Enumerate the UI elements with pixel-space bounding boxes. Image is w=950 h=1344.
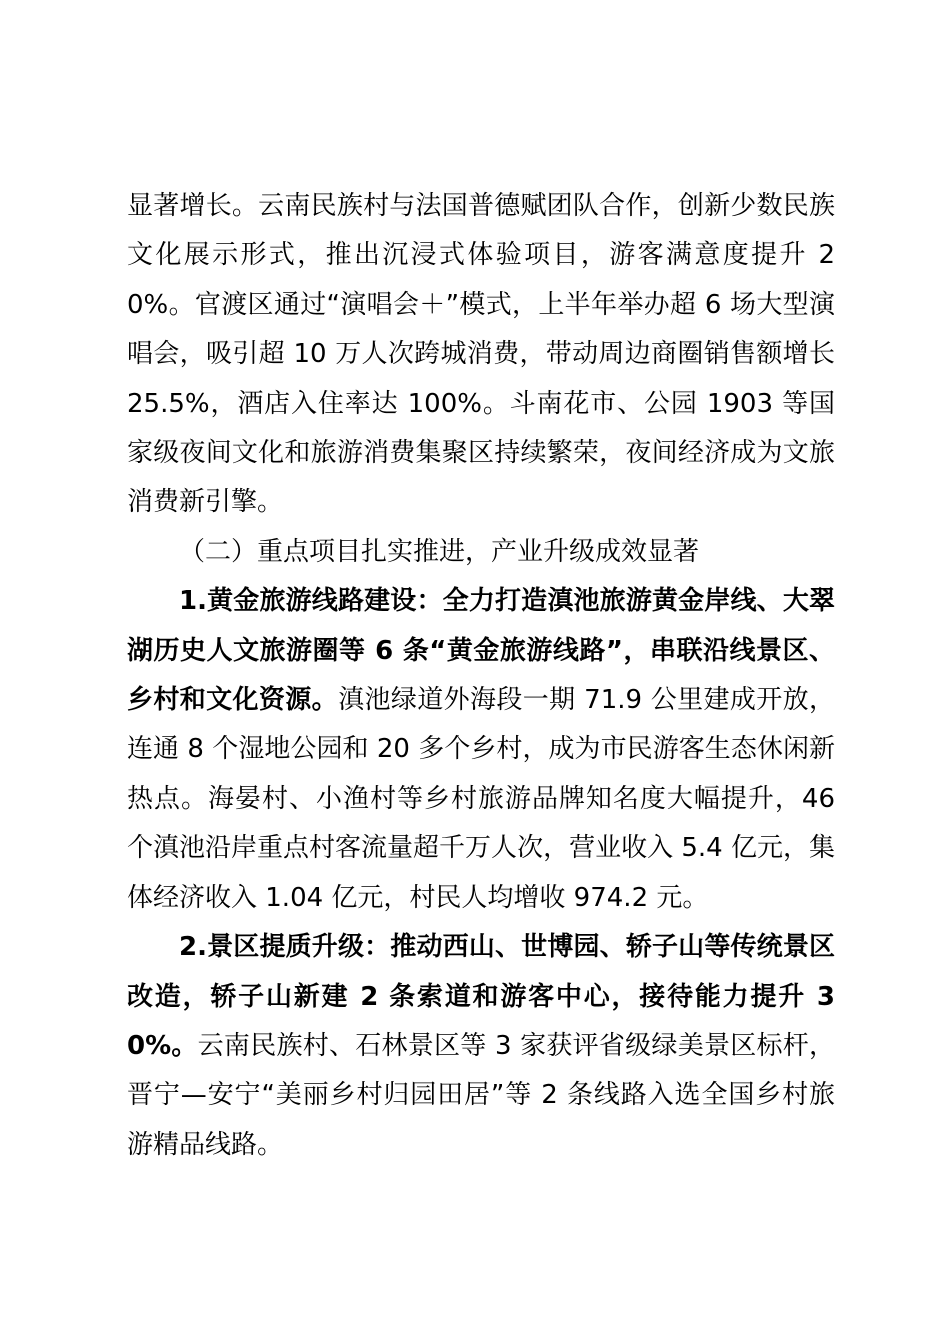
- paragraph-text: 滇池绿道外海段一期 71.9 公里建成开放，连通 8 个湿地公园和 20 多个乡村，成为市民游客生态休闲新热点。海晏村、小渔村等乡村旅游品牌知名度大幅提升，46 个滇池沿岸重点村客流量超千万人次，营业收入 5.4 亿元，集体经济收入 1.04 亿元，村民人均增收 974.2 元。: [127, 685, 835, 913]
- section-heading: [127, 528, 835, 577]
- body-text: [127, 182, 835, 1170]
- paragraph-tourism-growth: [127, 182, 835, 528]
- paragraph-lead-bold: 1.黄金旅游线路建设：全力打造滇池旅游黄金岸线、大翠湖历史人文旅游圈等 6 条“黄金旅游线路”，串联沿线景区、乡村和文化资源。: [127, 586, 835, 716]
- section-heading-text: （二）重点项目扎实推进，产业升级成效显著: [179, 536, 700, 567]
- paragraph-scenic-upgrade: [127, 923, 835, 1170]
- paragraph-golden-routes: [127, 577, 835, 923]
- paragraph-text: 云南民族村、石林景区等 3 家获评省级绿美景区标杆，晋宁—安宁“美丽乡村归园田居”等 2 条线路入选全国乡村旅游精品线路。: [127, 1030, 835, 1160]
- paragraph-lead-bold: 2.景区提质升级：推动西山、世博园、轿子山等传统景区改造，轿子山新建 2 条索道和游客中心，接待能力提升 30%。: [127, 932, 835, 1061]
- paragraph-text: 显著增长。云南民族村与法国普德赋团队合作，创新少数民族文化展示形式，推出沉浸式体验项目，游客满意度提升 20%。官渡区通过“演唱会＋”模式，上半年举办超 6 场大型演唱会，吸引超 10 万人次跨城消费，带动周边商圈销售额增长 25.5%，酒店入住率达 100%。斗南花市、公园 1903 等国家级夜间文化和旅游消费集聚区持续繁荣，夜间经济成为文旅消费新引擎。: [127, 191, 835, 518]
